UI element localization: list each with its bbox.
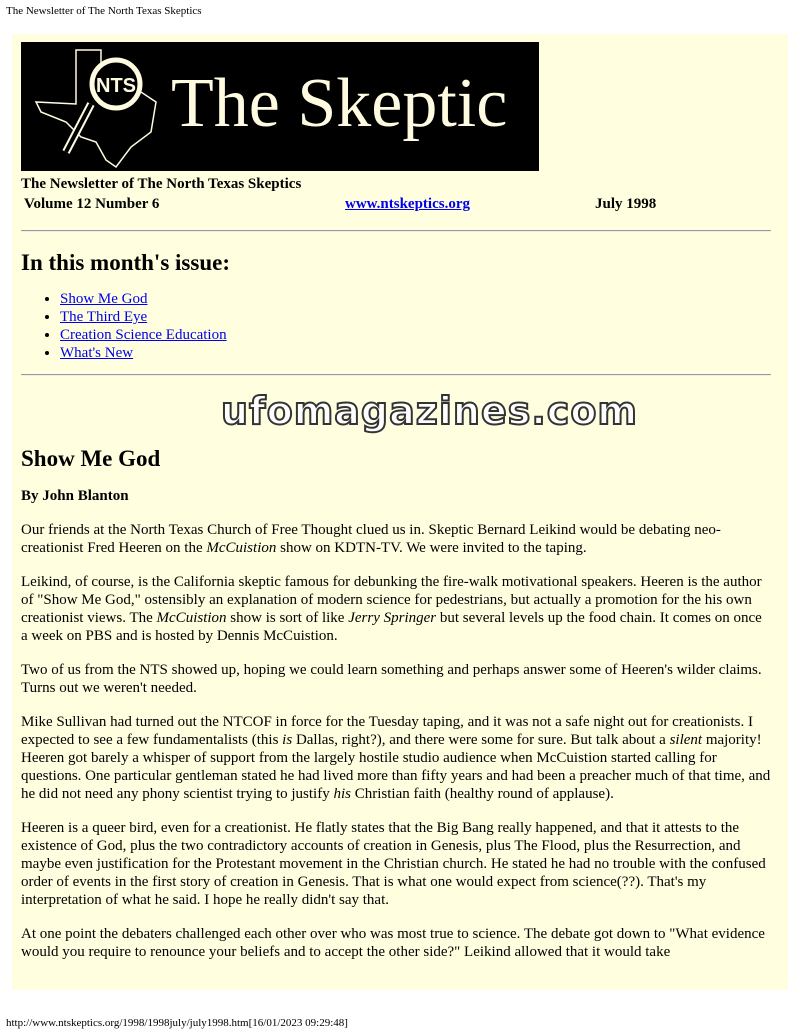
- toc-link-show-me-god[interactable]: Show Me God: [60, 291, 148, 307]
- article-title: Show Me God: [21, 446, 161, 471]
- page-title: The Newsletter of The North Texas Skeptics: [6, 5, 202, 17]
- site-link[interactable]: www.ntskeptics.org: [345, 196, 471, 212]
- article-byline: By John Blanton: [21, 488, 129, 504]
- divider: [21, 230, 771, 232]
- issue-date: July 1998: [595, 196, 657, 212]
- toc-link-whats-new[interactable]: What's New: [60, 345, 134, 361]
- volume-number: Volume 12 Number 6: [24, 196, 160, 212]
- paragraph: Two of us from the NTS showed up, hoping we could learn something and perhaps answer some of Heeren's wilder claims. Turns out we weren't needed.: [21, 662, 762, 696]
- watermark: ufomagazines.com: [221, 389, 639, 433]
- paragraph: Leikind, of course, is the California skeptic famous for debunking the fire-walk motivational speakers. Heeren is the author of "Show Me God," ostensibly an explanation of modern science for pedestrians, but actually a promotion for the his own creationist views. The McCuistion show is sort of like Jerry Springer but several levels up the food chain. It comes on once a week on PBS and is hosted by Dennis McCuistion.: [21, 574, 762, 644]
- toc-link-third-eye[interactable]: The Third Eye: [60, 309, 148, 325]
- newsletter-panel: [12, 34, 788, 990]
- banner-title: The Skeptic: [171, 65, 508, 142]
- toc-link-creation-science[interactable]: Creation Science Education: [60, 327, 227, 343]
- paragraph: Heeren is a queer bird, even for a creationist. He flatly states that the Big Bang really happened, and that it attests to the existence of God, plus the two contradictory accounts of creation in Genesis, plus The Flood, plus the Resurrection, and maybe even justification for the Protestant movement in the Christian church. He stated he had no trouble with the confused order of events in the first story of creation in Genesis. That is what one would expect from science(??). That's my interpretation of what he said. I hope he really didn't say that.: [21, 820, 766, 908]
- paragraph: Our friends at the North Texas Church of Free Thought clued us in. Skeptic Bernard Leikind would be debating neo-creationist Fred Heeren on the McCuistion show on KDTN-TV. We were invited to the taping.: [21, 522, 721, 556]
- divider: [21, 374, 771, 376]
- toc-list: [21, 290, 771, 362]
- paragraph: Mike Sullivan had turned out the NTCOF in force for the Tuesday taping, and it was not a safe night out for creationists. I expected to see a few fundamentalists (this is Dallas, right?), and there were some for sure. But talk about a silent majority! Heeren got barely a whisper of support from the largely hostile studio audience when McCuistion started calling for questions. One particular gentleman stated he had lived more than fifty years and had been a preacher much of that time, and he did not need any phony scientist trying to justify his Christian faith (healthy round of applause).: [21, 714, 771, 802]
- page-url-footer: http://www.ntskeptics.org/1998/1998july/july1998.htm[16/01/2023 09:29:48]: [6, 1017, 348, 1029]
- newsletter-subtitle: The Newsletter of The North Texas Skeptics: [21, 176, 302, 192]
- nts-texas-magnifier-icon: [21, 42, 171, 171]
- paragraph: At one point the debaters challenged each other over who was most true to science. The debate got down to "What evidence would you require to renounce your beliefs and to accept the other side?" Leikind allowed that it would take: [21, 926, 765, 960]
- toc-heading: In this month's issue:: [21, 250, 230, 275]
- banner-logo: [21, 42, 539, 171]
- svg-text:NTS: NTS: [96, 75, 136, 97]
